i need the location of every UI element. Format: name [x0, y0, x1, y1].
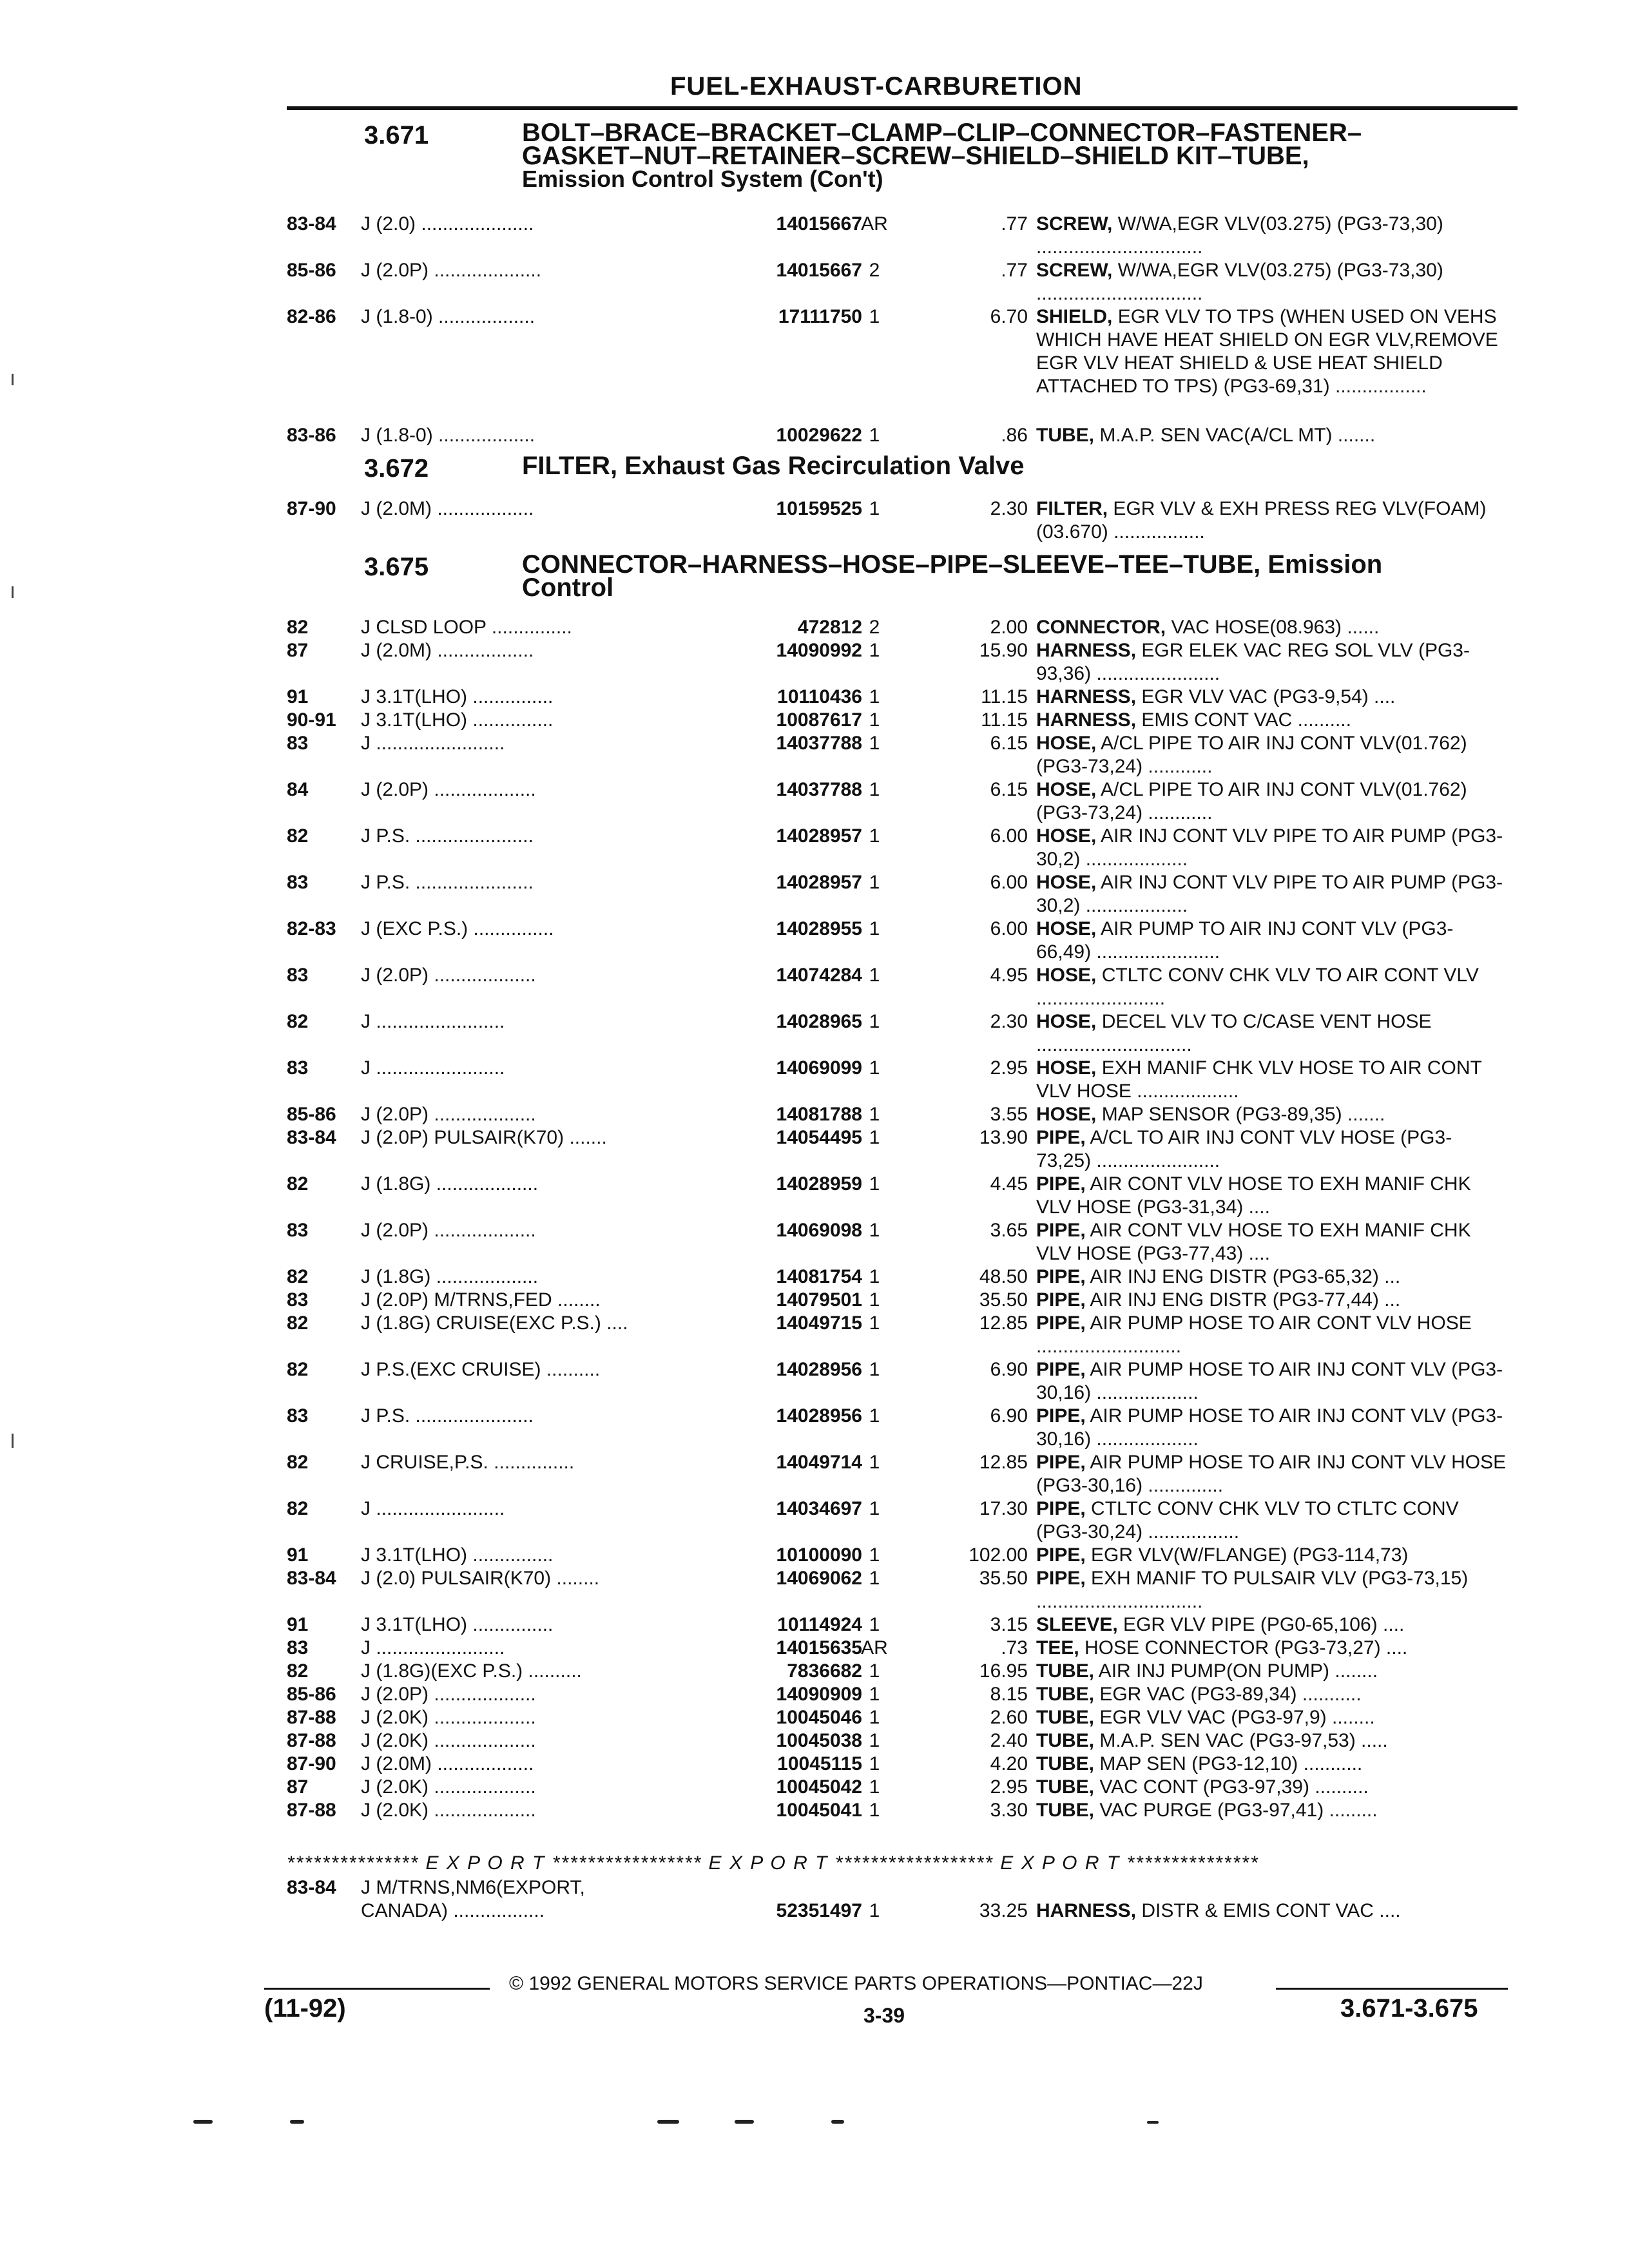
quantity: 1	[869, 872, 880, 893]
year-range: 83	[287, 733, 309, 754]
price: 12.85	[979, 1312, 1028, 1334]
year-range: 85-86	[287, 1684, 336, 1705]
quantity: 1	[869, 1057, 880, 1079]
section-3672	[287, 452, 1511, 483]
quantity: 1	[869, 1614, 880, 1635]
model-spec: J (1.8G) ...................	[361, 1266, 539, 1287]
year-range: 83	[287, 1057, 309, 1079]
part-number: 14037788	[776, 779, 862, 800]
part-description: SHIELD, EGR VLV TO TPS (WHEN USED ON VEHS WHICH HAVE HEAT SHIELD ON EGR VLV,REMOVE EGR VLV HEAT SHIELD & USE HEAT SHIELD ATTACHED TO TPS) (PG3-69,31) .................	[1036, 306, 1498, 397]
page-header-title: FUEL-EXHAUST-CARBURETION	[670, 72, 1083, 101]
quantity: 1	[869, 1011, 880, 1032]
price: 11.15	[981, 686, 1028, 707]
scan-mark	[12, 1434, 14, 1448]
part-description: HARNESS, EGR ELEK VAC REG SOL VLV (PG3-93,36) .......................	[1036, 640, 1470, 684]
section-number: 3.675	[364, 553, 429, 581]
model-spec: J (2.0K) ...................	[361, 1776, 536, 1798]
part-description: TUBE, VAC PURGE (PG3-97,41) .........	[1036, 1800, 1378, 1821]
price: 33.25	[979, 1900, 1028, 1921]
quantity: 2	[869, 260, 880, 281]
part-description: PIPE, EGR VLV(W/FLANGE) (PG3-114,73)	[1036, 1544, 1409, 1566]
section-title-line: BOLT–BRACE–BRACKET–CLAMP–CLIP–CONNECTOR–FASTENER–	[522, 119, 1362, 147]
part-description: HOSE, A/CL PIPE TO AIR INJ CONT VLV(01.762) (PG3-73,24) ............	[1036, 733, 1467, 777]
part-description: TUBE, M.A.P. SEN VAC(A/CL MT) .......	[1036, 425, 1376, 446]
model-spec: J (2.0P) ...................	[361, 965, 536, 986]
part-number: 14090992	[776, 640, 862, 661]
model-spec: J (2.0P) ...................	[361, 779, 536, 800]
part-description: PIPE, AIR INJ ENG DISTR (PG3-65,32) ...	[1036, 1266, 1401, 1287]
part-description: HARNESS, DISTR & EMIS CONT VAC ....	[1036, 1900, 1401, 1921]
price: 2.60	[990, 1707, 1028, 1728]
section-number: 3.672	[364, 454, 429, 483]
part-description: PIPE, AIR PUMP HOSE TO AIR INJ CONT VLV (PG3-30,16) ...................	[1036, 1405, 1503, 1450]
price: 6.90	[990, 1359, 1028, 1380]
year-range: 83	[287, 1637, 309, 1658]
part-number: 14079501	[776, 1289, 862, 1311]
year-range: 85-86	[287, 1104, 336, 1125]
price: 13.90	[979, 1127, 1028, 1148]
export-divider: *************** E X P O R T ***************** E X P O R T ****************** E X P O R T ***************	[287, 1852, 1259, 1874]
quantity: 1	[869, 1220, 880, 1241]
part-number: 14069062	[776, 1568, 862, 1589]
year-range: 82	[287, 1660, 309, 1682]
parts-row-export	[287, 1876, 1511, 1928]
model-spec: J CLSD LOOP ...............	[361, 617, 572, 638]
year-range: 87-90	[287, 1753, 336, 1774]
part-description: HOSE, EXH MANIF CHK VLV HOSE TO AIR CONT VLV HOSE ...................	[1036, 1057, 1482, 1102]
quantity: 1	[869, 965, 880, 986]
part-number: 10045115	[777, 1753, 862, 1774]
quantity: 1	[869, 1800, 880, 1821]
part-number: 10159525	[776, 498, 862, 519]
year-range: 83	[287, 965, 309, 986]
year-range: 83	[287, 1220, 309, 1241]
quantity: 1	[869, 918, 880, 939]
model-spec: J (2.0M) ..................	[361, 640, 534, 661]
part-number: 14028957	[776, 872, 862, 893]
part-number: 10110436	[777, 686, 862, 707]
quantity: 1	[869, 1544, 880, 1566]
quantity: 2	[869, 617, 880, 638]
year-range: 83	[287, 1289, 309, 1311]
model-spec: J (2.0P) ...................	[361, 1684, 536, 1705]
quantity: 1	[869, 1173, 880, 1195]
quantity: 1	[869, 1684, 880, 1705]
part-description: HARNESS, EGR VLV VAC (PG3-9,54) ....	[1036, 686, 1396, 707]
part-number: 14069098	[776, 1220, 862, 1241]
year-range: 82	[287, 1452, 309, 1473]
year-range: 82	[287, 1312, 309, 1334]
model-spec: J 3.1T(LHO) ...............	[361, 709, 554, 731]
year-range: 83	[287, 872, 309, 893]
model-spec: J ........................	[361, 1637, 505, 1658]
part-description: HOSE, DECEL VLV TO C/CASE VENT HOSE .............................	[1036, 1011, 1432, 1055]
part-number: 10045041	[776, 1800, 862, 1821]
year-range: 82	[287, 825, 309, 847]
model-spec: J (1.8G) ...................	[361, 1173, 539, 1195]
part-description: HOSE, AIR INJ CONT VLV PIPE TO AIR PUMP (PG3-30,2) ...................	[1036, 872, 1503, 916]
price: 2.95	[990, 1776, 1028, 1798]
price: 35.50	[979, 1568, 1028, 1589]
part-description: TUBE, EGR VLV VAC (PG3-97,9) ........	[1036, 1707, 1375, 1728]
year-range: 87-90	[287, 498, 336, 519]
model-spec: J P.S. ......................	[361, 872, 534, 893]
price: 4.95	[990, 965, 1028, 986]
year-range: 91	[287, 686, 309, 707]
part-number: 14074284	[776, 965, 862, 986]
price: .77	[1001, 213, 1028, 235]
part-description: SLEEVE, EGR VLV PIPE (PG0-65,106) ....	[1036, 1614, 1405, 1635]
price: 4.45	[990, 1173, 1028, 1195]
price: 3.55	[990, 1104, 1028, 1125]
year-range: 83-84	[287, 1127, 336, 1148]
part-description: HOSE, AIR PUMP TO AIR INJ CONT VLV (PG3-66,49) .......................	[1036, 918, 1454, 963]
part-number: 14028956	[776, 1405, 862, 1427]
year-range: 91	[287, 1614, 309, 1635]
model-spec: J P.S.(EXC CRUISE) ..........	[361, 1359, 601, 1380]
price: 6.00	[990, 918, 1028, 939]
section-3675	[287, 550, 1511, 604]
part-number: 14028965	[776, 1011, 862, 1032]
section-title-line: CONNECTOR–HARNESS–HOSE–PIPE–SLEEVE–TEE–TUBE, Emission	[522, 550, 1383, 579]
year-range: 87-88	[287, 1707, 336, 1728]
section-number: 3.671	[364, 121, 429, 149]
scan-mark	[657, 2120, 679, 2124]
year-range: 91	[287, 1544, 309, 1566]
quantity: 1	[869, 1452, 880, 1473]
quantity: 1	[869, 1568, 880, 1589]
model-spec: J (2.0P) PULSAIR(K70) .......	[361, 1127, 607, 1148]
quantity: 1	[869, 1498, 880, 1519]
year-range: 84	[287, 779, 309, 800]
price: 6.00	[990, 872, 1028, 893]
price: .86	[1001, 425, 1028, 446]
model-spec: J (2.0) .....................	[361, 213, 534, 235]
quantity: 1	[869, 498, 880, 519]
part-description: SCREW, W/WA,EGR VLV(03.275) (PG3-73,30) ...............................	[1036, 213, 1443, 258]
header-rule	[287, 106, 1518, 110]
quantity: 1	[869, 1359, 880, 1380]
year-range: 87-88	[287, 1800, 336, 1821]
quantity: 1	[869, 1730, 880, 1751]
year-range: 83-84	[287, 1568, 336, 1589]
model-spec: J (2.0M) ..................	[361, 498, 534, 519]
price: 102.00	[969, 1544, 1028, 1566]
price: 12.85	[979, 1452, 1028, 1473]
year-range: 83-84	[287, 213, 336, 235]
part-number: 10045046	[776, 1707, 862, 1728]
model-spec: J ........................	[361, 1011, 505, 1032]
year-range: 82	[287, 1498, 309, 1519]
model-spec: J (2.0M) ..................	[361, 1753, 534, 1774]
scan-mark	[735, 2120, 754, 2124]
quantity: 1	[869, 1405, 880, 1427]
year-range: 90-91	[287, 709, 336, 731]
quantity: 1	[869, 1127, 880, 1148]
section-3671	[287, 121, 1511, 198]
footer-section-range: 3.671-3.675	[1340, 1994, 1478, 2023]
part-number: 10100090	[776, 1544, 862, 1566]
part-number: 14069099	[776, 1057, 862, 1079]
part-description: TUBE, EGR VAC (PG3-89,34) ...........	[1036, 1684, 1362, 1705]
model-spec: J (1.8G)(EXC P.S.) ..........	[361, 1660, 582, 1682]
price: 2.00	[990, 617, 1028, 638]
part-description: FILTER, EGR VLV & EXH PRESS REG VLV(FOAM)(03.670) .................	[1036, 498, 1487, 543]
part-description: TUBE, MAP SEN (PG3-12,10) ...........	[1036, 1753, 1363, 1774]
quantity: 1	[869, 1312, 880, 1334]
price: 6.15	[990, 779, 1028, 800]
part-number: 10045042	[776, 1776, 862, 1798]
model-spec: J ........................	[361, 1057, 505, 1079]
part-description: HOSE, A/CL PIPE TO AIR INJ CONT VLV(01.762) (PG3-73,24) ............	[1036, 779, 1467, 823]
model-spec: J (2.0P) ...................	[361, 1220, 536, 1241]
part-description: PIPE, AIR CONT VLV HOSE TO EXH MANIF CHK VLV HOSE (PG3-31,34) ....	[1036, 1173, 1471, 1218]
part-number: 14028956	[776, 1359, 862, 1380]
part-description: PIPE, AIR CONT VLV HOSE TO EXH MANIF CHK VLV HOSE (PG3-77,43) ....	[1036, 1220, 1471, 1264]
part-number: 10087617	[776, 709, 862, 731]
model-spec: J CRUISE,P.S. ...............	[361, 1452, 575, 1473]
price: 17.30	[979, 1498, 1028, 1519]
footer-rule-right	[1276, 1988, 1508, 1990]
model-spec: J (2.0K) ...................	[361, 1707, 536, 1728]
quantity: AR	[861, 213, 888, 235]
model-spec: J ........................	[361, 733, 505, 754]
model-spec: J (2.0K) ...................	[361, 1800, 536, 1821]
section-title	[522, 121, 1540, 191]
part-number: 14081788	[776, 1104, 862, 1125]
scan-mark	[290, 2120, 304, 2124]
model-spec: J 3.1T(LHO) ...............	[361, 1614, 554, 1635]
part-description: HOSE, AIR INJ CONT VLV PIPE TO AIR PUMP (PG3-30,2) ...................	[1036, 825, 1503, 870]
quantity: AR	[861, 1637, 888, 1658]
year-range: 82	[287, 1359, 309, 1380]
part-number: 14049715	[776, 1312, 862, 1334]
part-description: PIPE, AIR PUMP HOSE TO AIR CONT VLV HOSE ...........................	[1036, 1312, 1472, 1357]
model-spec: J (1.8-0) ..................	[361, 425, 535, 446]
price: 16.95	[979, 1660, 1028, 1682]
part-number: 14054495	[776, 1127, 862, 1148]
quantity: 1	[869, 825, 880, 847]
section-title-line: GASKET–NUT–RETAINER–SCREW–SHIELD–SHIELD KIT–TUBE,	[522, 142, 1309, 170]
part-number: 14081754	[776, 1266, 862, 1287]
part-number: 14049714	[776, 1452, 862, 1473]
section-title	[522, 550, 1540, 602]
year-range: 82	[287, 1266, 309, 1287]
scan-mark	[1147, 2121, 1159, 2124]
price: 35.50	[979, 1289, 1028, 1311]
quantity: 1	[869, 640, 880, 661]
price: 11.15	[981, 709, 1028, 731]
section-title: FILTER, Exhaust Gas Recirculation Valve	[522, 452, 1025, 480]
price: 2.40	[990, 1730, 1028, 1751]
model-spec: J (1.8-0) ..................	[361, 306, 535, 327]
price: 8.15	[990, 1684, 1028, 1705]
part-number: 17111750	[778, 306, 862, 327]
year-range: 82	[287, 1011, 309, 1032]
scan-mark	[12, 374, 14, 385]
model-spec: J ........................	[361, 1498, 505, 1519]
part-description: PIPE, EXH MANIF TO PULSAIR VLV (PG3-73,15) ...............................	[1036, 1568, 1469, 1612]
quantity: 1	[869, 1900, 880, 1921]
part-number: 10029622	[776, 425, 862, 446]
year-range: 82-83	[287, 918, 336, 939]
model-spec: J (EXC P.S.) ...............	[361, 918, 554, 939]
model-spec: J P.S. ......................	[361, 825, 534, 847]
model-spec: J 3.1T(LHO) ...............	[361, 1544, 554, 1566]
year-range: 87-88	[287, 1730, 336, 1751]
model-spec: J 3.1T(LHO) ...............	[361, 686, 554, 707]
part-number: 10114924	[777, 1614, 862, 1635]
part-description: PIPE, AIR INJ ENG DISTR (PG3-77,44) ...	[1036, 1289, 1401, 1311]
part-number: 14028955	[776, 918, 862, 939]
part-number: 14090909	[776, 1684, 862, 1705]
price: 3.65	[990, 1220, 1028, 1241]
part-description: TEE, HOSE CONNECTOR (PG3-73,27) ....	[1036, 1637, 1408, 1658]
quantity: 1	[869, 733, 880, 754]
price: 2.30	[990, 498, 1028, 519]
price: .73	[1001, 1637, 1028, 1658]
quantity: 1	[869, 306, 880, 327]
part-number: 14015667	[776, 260, 862, 281]
year-range: 87	[287, 1776, 309, 1798]
price: 3.30	[990, 1800, 1028, 1821]
year-range: 83-84	[287, 1877, 336, 1898]
part-description: PIPE, AIR PUMP HOSE TO AIR INJ CONT VLV (PG3-30,16) ...................	[1036, 1359, 1503, 1403]
quantity: 1	[869, 425, 880, 446]
part-description: TUBE, VAC CONT (PG3-97,39) ..........	[1036, 1776, 1369, 1798]
scan-mark	[193, 2120, 213, 2124]
footer-page-number: 3-39	[863, 2004, 905, 2027]
part-description: HARNESS, EMIS CONT VAC ..........	[1036, 709, 1351, 731]
model-spec: J (2.0P) ...................	[361, 1104, 536, 1125]
price: .77	[1001, 260, 1028, 281]
part-number: 14037788	[776, 733, 862, 754]
price: 48.50	[979, 1266, 1028, 1287]
year-range: 85-86	[287, 260, 336, 281]
section-title-line: Control	[522, 573, 614, 602]
model-spec: J M/TRNS,NM6(EXPORT, CANADA) .................	[361, 1877, 585, 1921]
model-spec: J (2.0K) ...................	[361, 1730, 536, 1751]
part-description: TUBE, M.A.P. SEN VAC (PG3-97,53) .....	[1036, 1730, 1388, 1751]
part-number: 14015667	[776, 213, 862, 235]
year-range: 87	[287, 640, 309, 661]
year-range: 82	[287, 1173, 309, 1195]
quantity: 1	[869, 779, 880, 800]
part-description: PIPE, A/CL TO AIR INJ CONT VLV HOSE (PG3-73,25) .......................	[1036, 1127, 1452, 1171]
part-description: TUBE, AIR INJ PUMP(ON PUMP) ........	[1036, 1660, 1378, 1682]
quantity: 1	[869, 1104, 880, 1125]
part-number: 7836682	[787, 1660, 862, 1682]
quantity: 1	[869, 1266, 880, 1287]
part-description: HOSE, CTLTC CONV CHK VLV TO AIR CONT VLV ........................	[1036, 965, 1479, 1009]
part-number: 14034697	[776, 1498, 862, 1519]
year-range: 83-86	[287, 425, 336, 446]
footer-rule-left	[264, 1988, 490, 1990]
price: 6.00	[990, 825, 1028, 847]
model-spec: J (2.0P) M/TRNS,FED ........	[361, 1289, 601, 1311]
price: 6.70	[990, 306, 1028, 327]
part-number: 14028957	[776, 825, 862, 847]
part-number: 52351497	[776, 1900, 862, 1921]
footer-date: (11-92)	[264, 1994, 346, 2023]
model-spec: J (1.8G) CRUISE(EXC P.S.) ....	[361, 1312, 628, 1334]
price: 6.90	[990, 1405, 1028, 1427]
price: 6.15	[990, 733, 1028, 754]
section-subtitle: Emission Control System (Con't)	[522, 166, 883, 192]
model-spec: J (2.0P) ....................	[361, 260, 542, 281]
quantity: 1	[869, 1707, 880, 1728]
price: 15.90	[979, 640, 1028, 661]
quantity: 1	[869, 1776, 880, 1798]
part-number: 14028959	[776, 1173, 862, 1195]
scan-mark	[12, 586, 14, 598]
part-description: CONNECTOR, VAC HOSE(08.963) ......	[1036, 617, 1380, 638]
year-range: 83	[287, 1405, 309, 1427]
price: 3.15	[990, 1614, 1028, 1635]
part-description: HOSE, MAP SENSOR (PG3-89,35) .......	[1036, 1104, 1385, 1125]
part-description: SCREW, W/WA,EGR VLV(03.275) (PG3-73,30) ...............................	[1036, 260, 1443, 304]
year-range: 82-86	[287, 306, 336, 327]
part-number: 14015635	[776, 1637, 862, 1658]
price: 2.95	[990, 1057, 1028, 1079]
price: 2.30	[990, 1011, 1028, 1032]
quantity: 1	[869, 1289, 880, 1311]
footer-copyright: © 1992 GENERAL MOTORS SERVICE PARTS OPERATIONS—PONTIAC—22J	[509, 1973, 1203, 1994]
year-range: 82	[287, 617, 309, 638]
part-number: 10045038	[776, 1730, 862, 1751]
quantity: 1	[869, 686, 880, 707]
price: 4.20	[990, 1753, 1028, 1774]
quantity: 1	[869, 1753, 880, 1774]
scan-mark	[831, 2120, 844, 2124]
quantity: 1	[869, 1660, 880, 1682]
part-description: PIPE, CTLTC CONV CHK VLV TO CTLTC CONV (PG3-30,24) .................	[1036, 1498, 1459, 1542]
quantity: 1	[869, 709, 880, 731]
part-description: PIPE, AIR PUMP HOSE TO AIR INJ CONT VLV HOSE (PG3-30,16) ..............	[1036, 1452, 1507, 1496]
part-number: 472812	[797, 617, 862, 638]
model-spec: J (2.0) PULSAIR(K70) ........	[361, 1568, 600, 1589]
model-spec: J P.S. ......................	[361, 1405, 534, 1427]
